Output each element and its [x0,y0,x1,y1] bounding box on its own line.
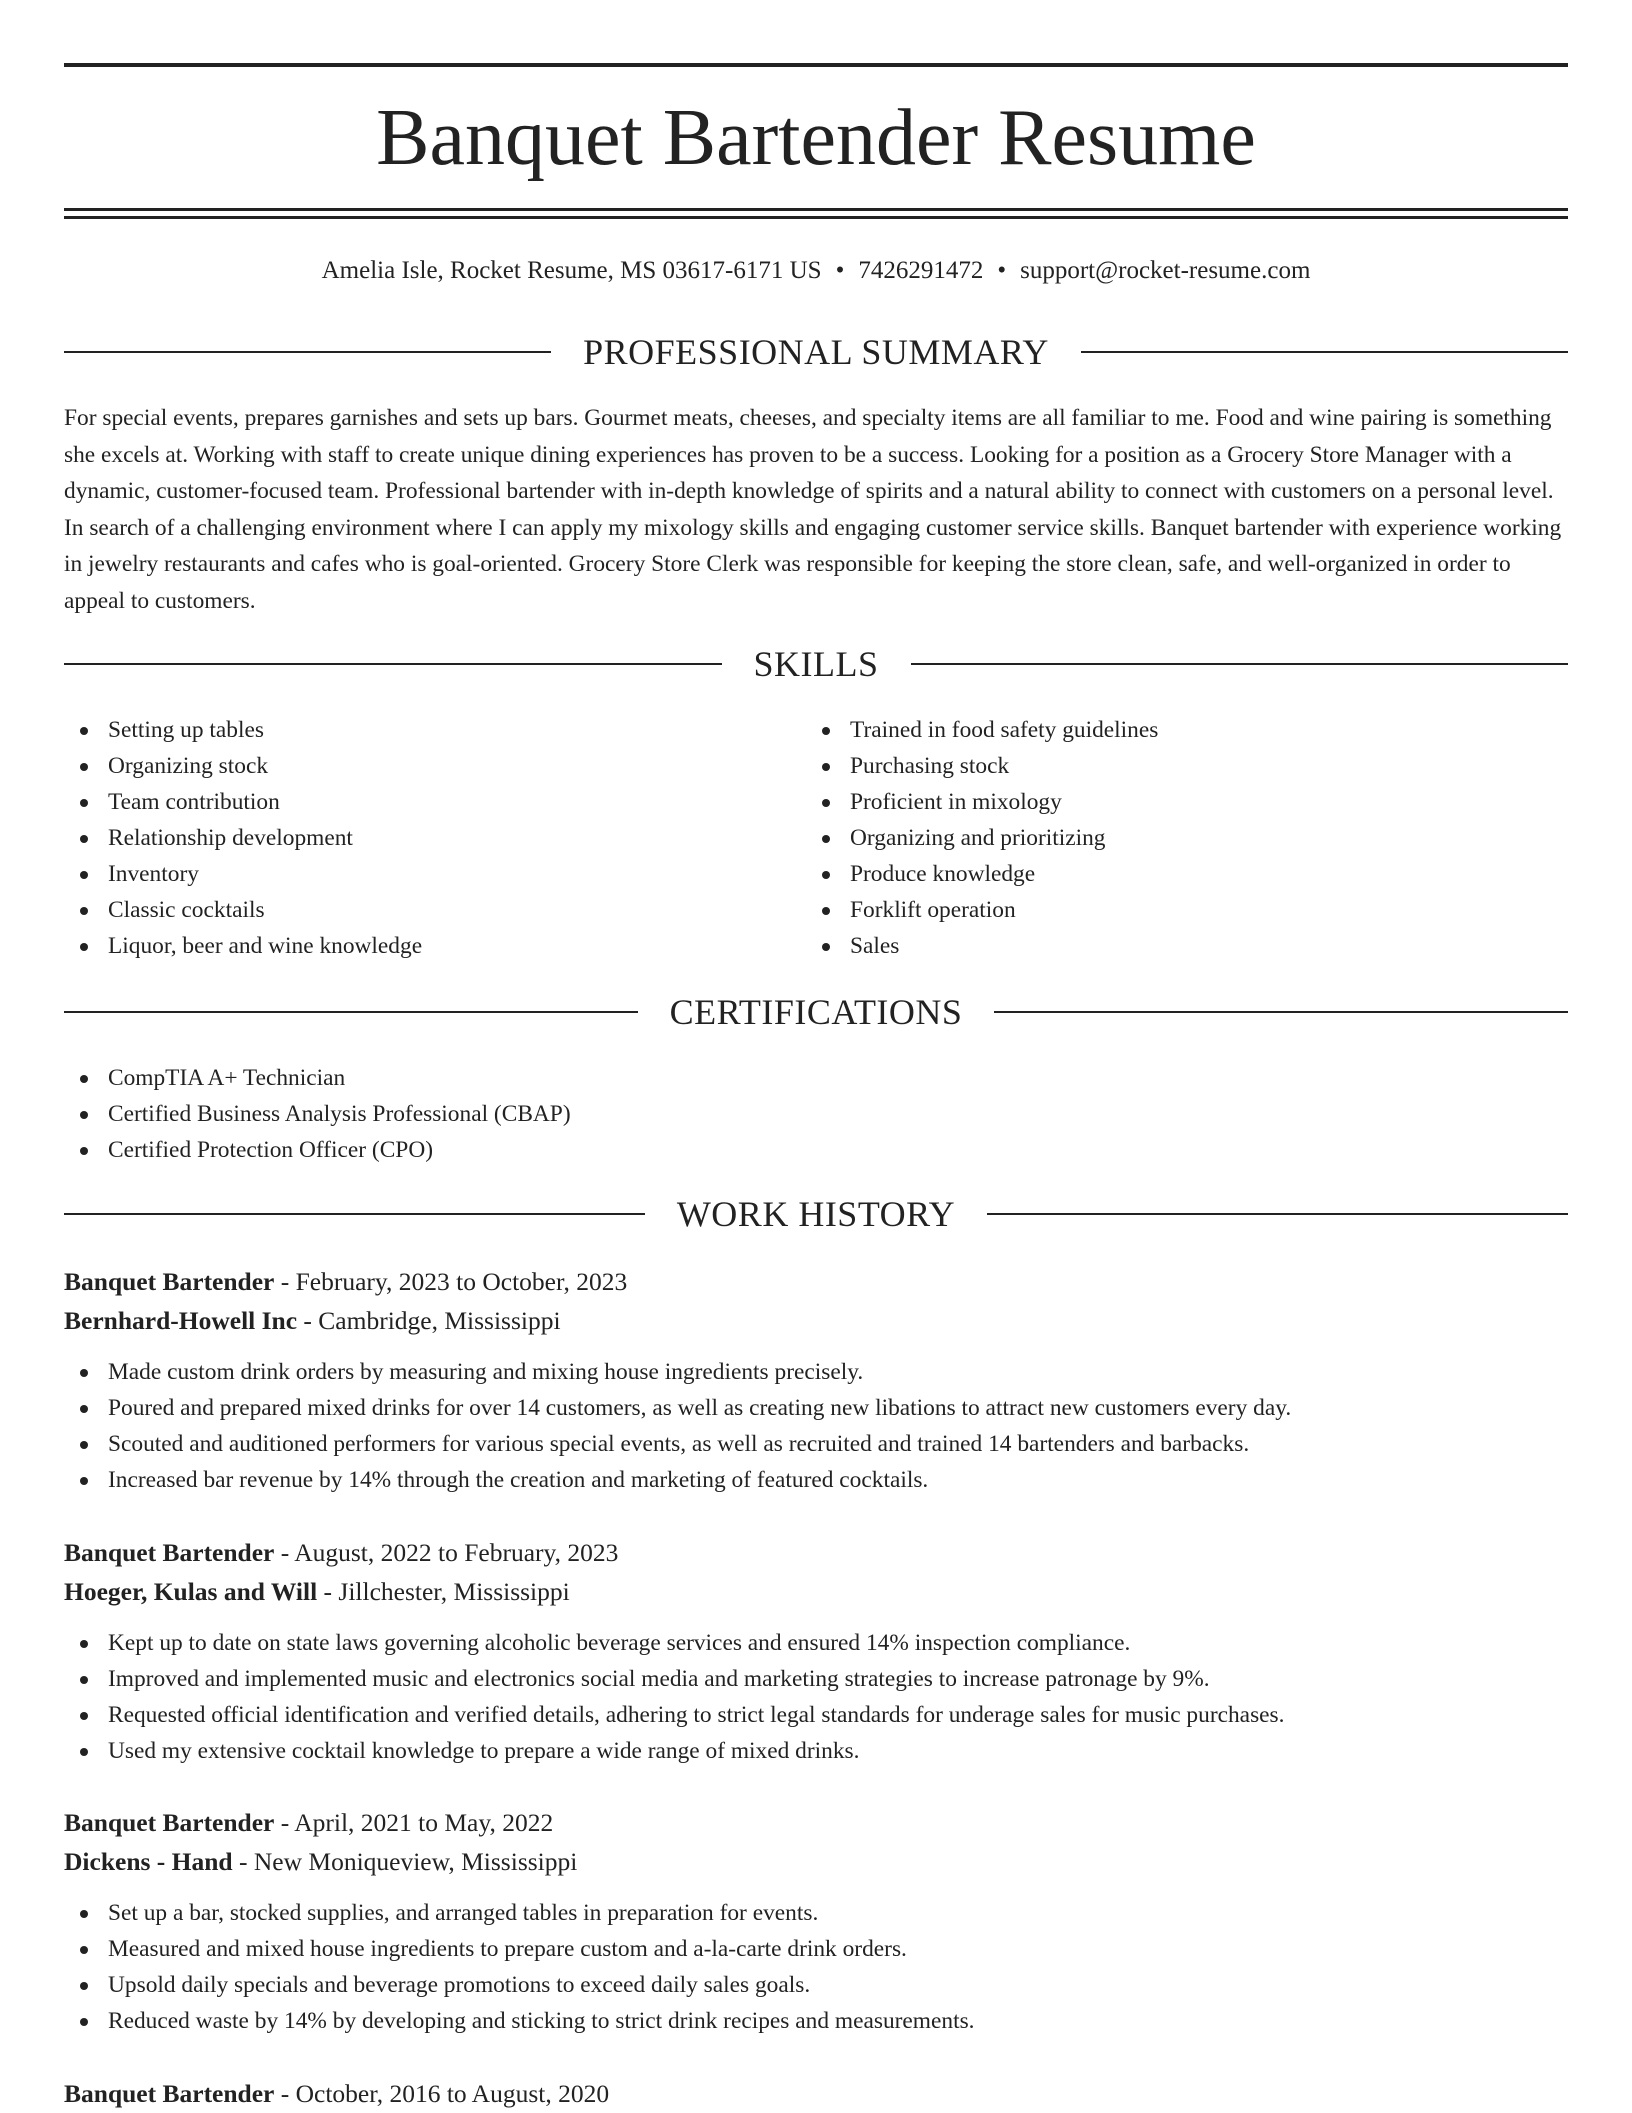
job-bullets [64,1354,1568,1498]
job-title-line [64,1262,1568,1301]
job-bullet: Scouted and auditioned performers for various special events, as well as recruited and trained 14 bartenders and barbacks. [64,1426,1568,1462]
job-title-line [64,1803,1568,1842]
job-bullet: Measured and mixed house ingredients to prepare custom and a-la-carte drink orders. [64,1931,1568,1967]
job-dates: - April, 2021 to May, 2022 [274,1808,554,1837]
heading-rule [64,1213,645,1215]
section-heading-certifications [64,990,1568,1034]
job-location: - Jillchester, Mississippi [317,1577,570,1606]
title-double-rule [64,208,1568,219]
job-title-line [64,2074,1568,2113]
job-company: Dickens - Hand [64,1847,233,1876]
skill-item: Organizing stock [64,748,804,784]
heading-rule [911,663,1569,665]
top-rule [64,63,1568,67]
job-bullet: Upsold daily specials and beverage promotions to exceed daily sales goals. [64,1967,1568,2003]
contact-separator: • [997,257,1007,284]
job-bullet: Reduced waste by 14% by developing and sticking to strict drink recipes and measurements. [64,2003,1568,2039]
job-bullets [64,1625,1568,1769]
heading-rule [994,1011,1568,1013]
heading-rule [64,663,722,665]
job-company: Hoeger, Kulas and Will [64,1577,318,1606]
section-heading-skills [64,642,1568,686]
job-location: - Cambridge, Mississippi [297,1306,561,1335]
section-title: PROFESSIONAL SUMMARY [583,332,1049,372]
skill-item: Forklift operation [806,892,1568,928]
job-bullets [64,1895,1568,2039]
job-title: Banquet Bartender [64,2079,275,2108]
job-dates: - February, 2023 to October, 2023 [274,1267,628,1296]
job-title: Banquet Bartender [64,1808,275,1837]
job-entry [64,1262,1568,1498]
contact-line [64,254,1568,288]
heading-rule [1081,351,1568,353]
heading-rule [987,1213,1568,1215]
job-location: - New Moniqueview, Mississippi [232,1847,578,1876]
skill-item: Organizing and prioritizing [806,820,1568,856]
certifications-list [64,1060,1568,1168]
job-bullet: Improved and implemented music and electronics social media and marketing strategies to increase patronage by 9%. [64,1661,1568,1697]
job-title: Banquet Bartender [64,1267,275,1296]
contact-separator: • [835,257,845,284]
job-company: Bernhard-Howell Inc [64,1306,298,1335]
job-bullet: Kept up to date on state laws governing alcoholic beverage services and ensured 14% inspection compliance. [64,1625,1568,1661]
resume-title: Banquet Bartender Resume [376,94,1256,182]
job-bullet: Used my extensive cocktail knowledge to prepare a wide range of mixed drinks. [64,1733,1568,1769]
skills-list-left [64,712,804,964]
section-title: WORK HISTORY [676,1194,956,1234]
job-dates: - October, 2016 to August, 2020 [274,2079,610,2108]
summary-paragraph: For special events, prepares garnishes and sets up bars. Gourmet meats, cheeses, and specialty items are all familiar to me. Food and wine pairing is something she excels at. Working with staff to create unique dining experiences has proven to be a success. Looking for a position as a Grocery Store Manager with a dynamic, customer-focused team. Professional bartender with in-depth knowledge of spirits and a natural ability to connect with customers on a personal level. In search of a challenging environment where I can apply my mixology skills and engaging customer service skills. Banquet bartender with experience working in jewelry restaurants and cafes who is goal-oriented. Grocery Store Clerk was responsible for keeping the store clean, safe, and well-organized in order to appeal to customers. [64,405,1562,614]
skill-item: Purchasing stock [806,748,1568,784]
skill-item: Produce knowledge [806,856,1568,892]
section-heading-work-history [64,1192,1568,1236]
section-title: SKILLS [753,644,879,684]
skill-item: Relationship development [64,820,804,856]
contact-email: support@rocket-resume.com [1020,257,1311,284]
contact-phone: 7426291472 [858,257,984,284]
job-bullet: Set up a bar, stocked supplies, and arranged tables in preparation for events. [64,1895,1568,1931]
skill-item: Classic cocktails [64,892,804,928]
certification-item: CompTIA A+ Technician [64,1060,1568,1096]
section-title: CERTIFICATIONS [669,992,963,1032]
job-entry [64,2074,1568,2113]
job-bullet: Requested official identification and verified details, adhering to strict legal standards for underage sales for music purchases. [64,1697,1568,1733]
job-entry [64,1803,1568,2039]
job-bullet: Poured and prepared mixed drinks for over 14 customers, as well as creating new libations to attract new customers every day. [64,1390,1568,1426]
job-dates: - August, 2022 to February, 2023 [274,1538,619,1567]
job-bullet: Made custom drink orders by measuring and mixing house ingredients precisely. [64,1354,1568,1390]
contact-address: Amelia Isle, Rocket Resume, MS 03617-6171 US [321,257,822,284]
skill-item: Proficient in mixology [806,784,1568,820]
job-bullet: Increased bar revenue by 14% through the creation and marketing of featured cocktails. [64,1462,1568,1498]
job-company-line [64,1572,1568,1611]
job-title: Banquet Bartender [64,1538,275,1567]
certification-item: Certified Business Analysis Professional (CBAP) [64,1096,1568,1132]
skills-list-right [806,712,1568,964]
skill-item: Team contribution [64,784,804,820]
heading-rule [64,351,551,353]
job-entry [64,1533,1568,1769]
heading-rule [64,1011,638,1013]
skill-item: Setting up tables [64,712,804,748]
job-title-line [64,1533,1568,1572]
skill-item: Sales [806,928,1568,964]
skill-item: Inventory [64,856,804,892]
job-company-line [64,1842,1568,1881]
certification-item: Certified Protection Officer (CPO) [64,1132,1568,1168]
skill-item: Trained in food safety guidelines [806,712,1568,748]
job-company-line [64,1301,1568,1340]
skill-item: Liquor, beer and wine knowledge [64,928,804,964]
section-heading-summary [64,330,1568,374]
